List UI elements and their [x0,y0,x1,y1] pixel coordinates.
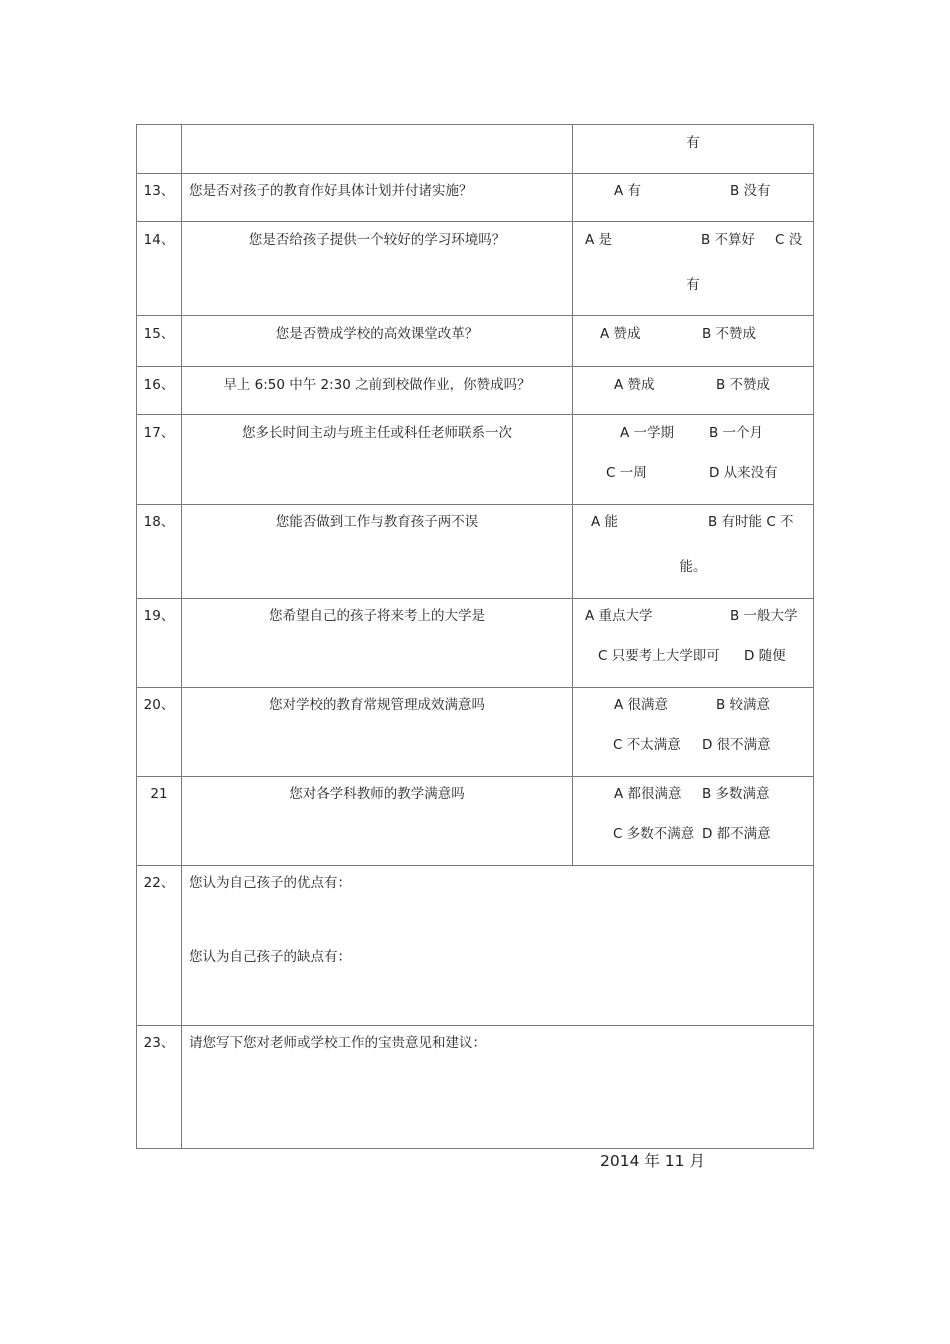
open-question-prompt: 请您写下您对老师或学校工作的宝贵意见和建议： [189,1035,486,1051]
answer-option: B 不赞成 [702,326,757,342]
answer-option: A 都很满意 [614,786,682,802]
answer-option: A 很满意 [614,697,669,713]
answer-option: B 不赞成 [716,377,771,393]
open-question-prompt: 您认为自己孩子的缺点有： [189,949,351,965]
answer-option: C 一周 [606,465,647,481]
answer-option: C 不太满意 [613,737,681,753]
table-border [136,1025,814,1026]
question-number: 18、 [143,514,175,530]
table-border [136,124,814,125]
answer-option: C 没 [775,232,803,248]
table-border [136,865,814,866]
table-border [136,173,814,174]
table-border [136,1148,814,1149]
answer-option: D 随便 [744,648,786,664]
table-border [136,687,814,688]
answer-option: A 赞成 [600,326,641,342]
answer-option: B 不算好 [701,232,756,248]
answer-option: B 多数满意 [702,786,770,802]
question-text: 您是否赞成学校的高效课堂改革？ [275,326,479,342]
question-text: 您是否对孩子的教育作好具体计划并付诸实施？ [189,183,473,199]
answer-option: C 多数不满意 [613,826,695,842]
answer-option: A 有 [614,183,642,199]
answer-option: A 能 [591,514,619,530]
table-border [181,124,182,1149]
question-number: 14、 [143,232,175,248]
answer-continuation: 有 [686,277,700,293]
question-text: 您是否给孩子提供一个较好的学习环境吗？ [248,232,506,248]
answer-option: B 没有 [730,183,771,199]
question-number: 19、 [143,608,175,624]
answer-option: A 赞成 [614,377,655,393]
question-number: 17、 [143,425,175,441]
answer-option: A 一学期 [620,425,675,441]
table-border [136,598,814,599]
answer-option: B 有时能 C 不 [708,514,794,530]
table-border [136,366,814,367]
table-border [136,504,814,505]
table-border [136,776,814,777]
question-number: 23、 [143,1035,175,1051]
question-number: 13、 [143,183,175,199]
table-border [813,124,814,1149]
question-text: 您希望自己的孩子将来考上的大学是 [269,608,485,624]
answer-option: B 较满意 [716,697,771,713]
question-number: 16、 [143,377,175,393]
question-text: 您对各学科教师的教学满意吗 [289,786,465,802]
table-border [136,315,814,316]
table-border [136,124,137,1149]
answer-option: C 只要考上大学即可 [598,648,720,664]
question-text: 您能否做到工作与教育孩子两不误 [275,514,479,530]
answer-option: A 是 [585,232,613,248]
question-number: 21 [150,786,168,802]
answer-option: D 从来没有 [709,465,778,481]
answer-option: B 一个月 [709,425,764,441]
question-text: 您对学校的教育常规管理成效满意吗 [269,697,485,713]
answer-continuation: 能。 [679,559,707,575]
question-number: 20、 [143,697,175,713]
answer-option: D 都不满意 [702,826,771,842]
question-number: 15、 [143,326,175,342]
question-text: 早上 6:50 中午 2:30 之前到校做作业，你赞成吗？ [223,377,531,393]
answer-option: D 很不满意 [702,737,771,753]
table-border [136,414,814,415]
question-number: 22、 [143,875,175,891]
table-border [136,221,814,222]
question-text: 您多长时间主动与班主任或科任老师联系一次 [242,425,512,441]
answer-continuation: 有 [686,135,700,151]
answer-option: B 一般大学 [730,608,798,624]
footer-date: 2014 年 11 月 [600,1152,705,1170]
answer-option: A 重点大学 [585,608,653,624]
open-question-prompt: 您认为自己孩子的优点有： [189,875,351,891]
table-border [572,124,573,865]
